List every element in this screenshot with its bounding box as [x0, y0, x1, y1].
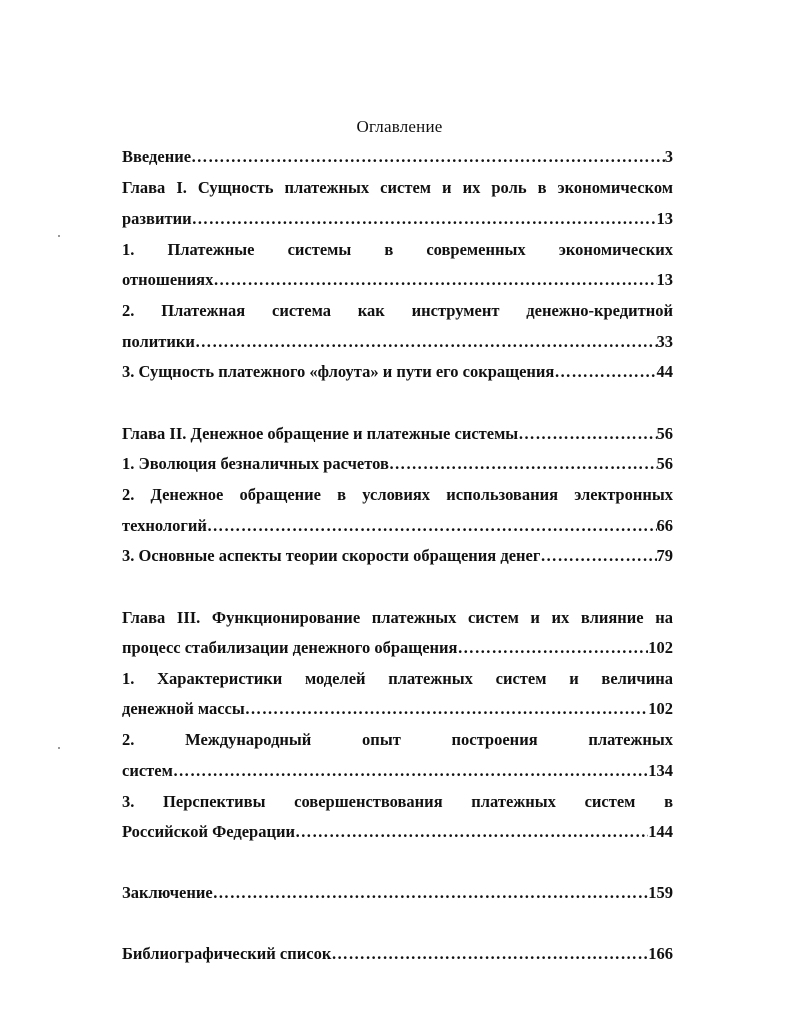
- leader-dots: [173, 760, 648, 782]
- leader-dots: [192, 208, 657, 230]
- scan-speck: [58, 235, 60, 237]
- toc-page-number: 134: [648, 761, 673, 780]
- toc-section-2-3: [122, 545, 673, 567]
- toc-page-number: 102: [648, 699, 673, 718]
- leader-dots: [540, 545, 656, 567]
- toc-chapter-2: [122, 423, 673, 445]
- toc-chapter-1: [122, 208, 673, 230]
- toc-chapter-3-line1: Глава III. Функционирование платежных систем и их влияние на: [122, 608, 673, 627]
- toc-chapter-3: [122, 637, 673, 659]
- toc-bibliography: [122, 943, 673, 965]
- leader-dots: [195, 331, 657, 353]
- toc-section-3-1: [122, 698, 673, 720]
- leader-dots: [213, 269, 656, 291]
- toc-entry-text: отношениях: [122, 270, 214, 289]
- toc-page-number: 44: [656, 362, 673, 381]
- toc-page-number: 166: [648, 944, 673, 963]
- toc-entry-text: политики: [122, 332, 195, 351]
- scan-speck: [58, 747, 60, 749]
- leader-dots: [191, 146, 665, 168]
- toc-section-1-2-line1: 2. Платежная система как инструмент денежно-кредитной: [122, 301, 673, 320]
- toc-page-number: 159: [648, 883, 673, 902]
- toc-section-2-1: [122, 453, 673, 475]
- toc-page-number: 13: [656, 209, 673, 228]
- leader-dots: [554, 361, 656, 383]
- toc-entry-text: систем: [122, 761, 173, 780]
- toc-page-number: 13: [656, 270, 673, 289]
- toc-entry-text: Российской Федерации: [122, 822, 295, 841]
- leader-dots: [207, 515, 657, 537]
- toc-entry-text: 3. Основные аспекты теории скорости обращения денег: [122, 546, 541, 565]
- leader-dots: [389, 453, 657, 475]
- leader-dots: [295, 821, 648, 843]
- toc-page-number: 66: [656, 516, 673, 535]
- toc-section-3-3: [122, 821, 673, 843]
- toc-section-1-2: [122, 331, 673, 353]
- toc-entry-text: Введение: [122, 147, 192, 166]
- leader-dots: [331, 943, 648, 965]
- leader-dots: [518, 423, 656, 445]
- toc-page-number: 3: [664, 147, 673, 166]
- toc-entry-text: 3. Сущность платежного «флоута» и пути его сокращения: [122, 362, 555, 381]
- toc-entry-text: Глава II. Денежное обращение и платежные системы: [122, 424, 519, 443]
- toc-entry-text: Библиографический список: [122, 944, 332, 963]
- toc-section-1-1-line1: 1. Платежные системы в современных экономических: [122, 240, 673, 259]
- toc-page-number: 79: [656, 546, 673, 565]
- toc-page-number: 56: [656, 424, 673, 443]
- toc-chapter-1-line1: Глава I. Сущность платежных систем и их роль в экономическом: [122, 178, 673, 197]
- toc-section-3-1-line1: 1. Характеристики моделей платежных систем и величина: [122, 669, 673, 688]
- toc-section-2-2-line1: 2. Денежное обращение в условиях использования электронных: [122, 485, 673, 504]
- toc-section-3-2-line1: 2. Международный опыт построения платежных: [122, 730, 673, 749]
- toc-entry-introduction: [122, 146, 673, 168]
- toc-entry-text: технологий: [122, 516, 207, 535]
- toc-entry-text: 1. Эволюция безналичных расчетов: [122, 454, 389, 473]
- leader-dots: [245, 698, 648, 720]
- toc-entry-text: процесс стабилизации денежного обращения: [122, 638, 458, 657]
- toc-section-1-1: [122, 269, 673, 291]
- toc-section-1-3: [122, 361, 673, 383]
- toc-section-3-2: [122, 760, 673, 782]
- leader-dots: [457, 637, 648, 659]
- toc-page-number: 102: [648, 638, 673, 657]
- toc-page-number: 144: [648, 822, 673, 841]
- toc-page-number: 33: [656, 332, 673, 351]
- page-title: Оглавление: [356, 117, 443, 136]
- toc-entry-text: развитии: [122, 209, 192, 228]
- toc-entry-text: денежной массы: [122, 699, 245, 718]
- toc-conclusion: [122, 882, 673, 904]
- toc-section-2-2: [122, 515, 673, 537]
- toc-section-3-3-line1: 3. Перспективы совершенствования платежных систем в: [122, 792, 673, 811]
- leader-dots: [213, 882, 649, 904]
- toc-entry-text: Заключение: [122, 883, 213, 902]
- toc-page-number: 56: [656, 454, 673, 473]
